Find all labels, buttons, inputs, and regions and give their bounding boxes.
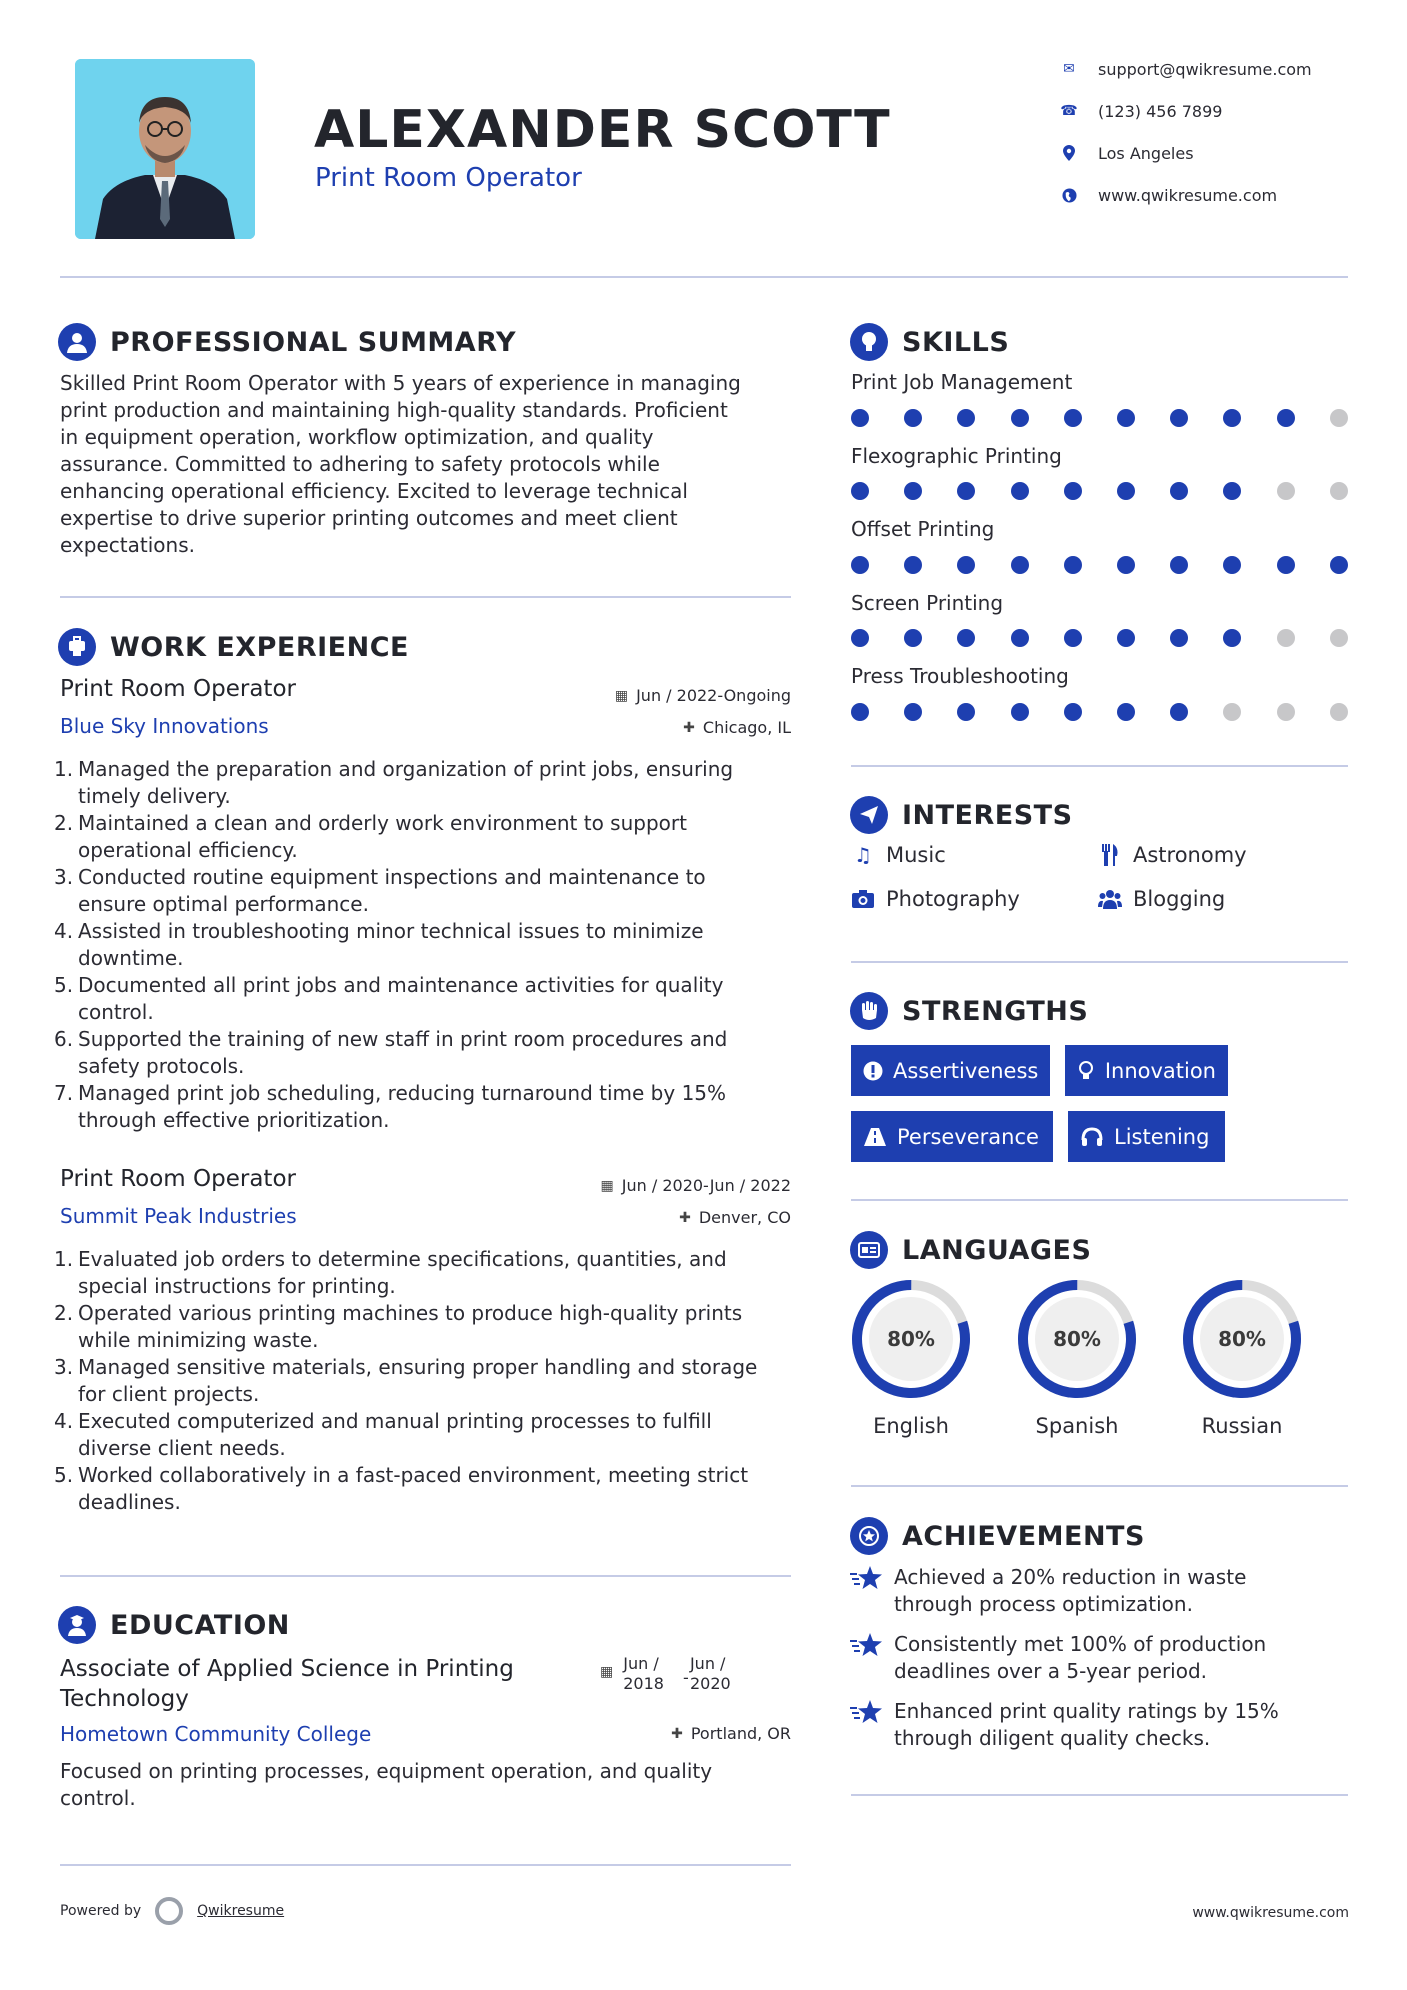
user-icon <box>58 323 96 361</box>
summary-line: enhancing operational efficiency. Excited to leverage technical <box>60 479 688 503</box>
language-ring <box>850 1278 972 1400</box>
list-item: 2. Operated various printing machines to produce high-quality prints while minimizing waste. <box>54 1301 743 1352</box>
degree-name: Associate of Applied Science in Printing Technology <box>60 1656 514 1712</box>
contact-location <box>1050 138 1194 168</box>
skill-dot-filled <box>957 629 975 647</box>
language-name: Russian <box>1201 1414 1283 1438</box>
language-ring <box>1016 1278 1138 1400</box>
education-location: ✚ Portland, OR <box>671 1724 791 1743</box>
interests-title: INTERESTS <box>902 799 1073 831</box>
strength-badge: Innovation <box>1065 1045 1228 1096</box>
language-percent: 80% <box>887 1327 935 1351</box>
job-duties-list <box>54 756 800 1134</box>
skill-dot-filled <box>851 409 869 427</box>
candidate-name: ALEXANDER SCOTT <box>314 100 891 160</box>
list-item: 6. Supported the training of new staff in print room procedures and safety protocols. <box>54 1027 728 1078</box>
pushpin-icon: ✚ <box>679 1209 691 1226</box>
achievements-title: ACHIEVEMENTS <box>902 1520 1145 1552</box>
calendar-icon: ▦ <box>600 1177 614 1194</box>
job-location-text: Chicago, IL <box>702 718 791 737</box>
skills-title: SKILLS <box>902 326 1010 358</box>
qwikresume-logo-icon <box>155 1897 183 1925</box>
graduate-icon <box>58 1606 96 1644</box>
experience-divider <box>60 1575 791 1577</box>
summary-line: expertise to drive superior printing outcomes and meet client <box>60 506 678 530</box>
strength-badge: Perseverance <box>851 1111 1053 1162</box>
skill-dot-empty <box>1330 482 1348 500</box>
strength-badge: Listening <box>1068 1111 1225 1162</box>
interest-item: ♫ Music <box>850 843 946 867</box>
skill-name: Print Job Management <box>851 370 1073 394</box>
job-location <box>560 1208 791 1227</box>
language-percent: 80% <box>1053 1327 1101 1351</box>
skill-dot-filled <box>851 629 869 647</box>
summary-line: in equipment operation, workflow optimization, and quality <box>60 425 654 449</box>
skill-dot-filled <box>1064 703 1082 721</box>
lightbulb-icon <box>1077 1061 1095 1081</box>
skill-dot-empty <box>1277 482 1295 500</box>
list-item: 7. Managed print job scheduling, reducing turnaround time by 15% through effective prioritization. <box>54 1081 727 1132</box>
skills-heading <box>850 323 1009 361</box>
language-gauge <box>1016 1278 1138 1400</box>
skill-dot-filled <box>904 409 922 427</box>
list-item: 2. Maintained a clean and orderly work environment to support operational efficiency. <box>54 811 687 862</box>
skill-dot-filled <box>1117 629 1135 647</box>
summary-line: expectations. <box>60 533 195 557</box>
job-role: Print Room Operator <box>60 1166 296 1192</box>
skill-dot-filled <box>1330 556 1348 574</box>
contact-email-text: support@qwikresume.com <box>1098 59 1312 79</box>
job-location-text: Denver, CO <box>698 1208 791 1227</box>
language-name: Spanish <box>1035 1414 1119 1438</box>
cutlery-icon <box>1097 844 1123 866</box>
summary-line: Skilled Print Room Operator with 5 years of experience in managing <box>60 371 741 395</box>
education-title: EDUCATION <box>110 1609 290 1641</box>
skills-divider <box>851 765 1348 767</box>
language-percent: 80% <box>1218 1327 1266 1351</box>
skill-dot-filled <box>957 556 975 574</box>
profile-photo <box>75 59 255 239</box>
camera-icon <box>850 890 876 908</box>
interests-heading <box>850 796 1073 834</box>
contact-phone[interactable] <box>1050 96 1222 126</box>
lightbulb-icon <box>850 323 888 361</box>
skill-dot-filled <box>1170 482 1188 500</box>
skill-dot-filled <box>1117 409 1135 427</box>
achievement-item: Achieved a 20% reduction in waste through process optimization. <box>850 1564 1246 1618</box>
envelope-icon: ✉ <box>1063 61 1075 77</box>
interests-divider <box>851 961 1348 963</box>
job-dates <box>560 1176 791 1195</box>
education-dates <box>600 1654 765 1694</box>
summary-title: PROFESSIONAL SUMMARY <box>110 326 517 358</box>
list-item: 1. Managed the preparation and organization of print jobs, ensuring timely delivery. <box>54 757 734 808</box>
calendar-icon: ▦ <box>600 1664 614 1680</box>
contact-website[interactable] <box>1050 180 1277 210</box>
education-start: Jun / 2018 <box>623 1654 664 1693</box>
shooting-star-icon <box>850 1698 886 1752</box>
job-company: Summit Peak Industries <box>60 1204 297 1228</box>
skill-dot-filled <box>1170 703 1188 721</box>
list-item: 1. Evaluated job orders to determine specifications, quantities, and special instructions for printing. <box>54 1247 727 1298</box>
summary-line: assurance. Committed to adhering to safety protocols while <box>60 452 660 476</box>
languages-title: LANGUAGES <box>902 1234 1092 1266</box>
header-divider <box>60 276 1348 278</box>
music-note-icon: ♫ <box>854 843 872 867</box>
skill-dot-filled <box>1011 629 1029 647</box>
list-item: 3. Conducted routine equipment inspections and maintenance to ensure optimal performance. <box>54 865 706 916</box>
experience-title: WORK EXPERIENCE <box>110 631 409 663</box>
skill-dot-filled <box>851 482 869 500</box>
exclamation-circle-icon <box>863 1061 883 1081</box>
skill-dot-filled <box>1170 629 1188 647</box>
skill-dot-filled <box>904 703 922 721</box>
skill-dot-filled <box>1064 556 1082 574</box>
skill-name: Press Troubleshooting <box>851 664 1069 688</box>
skill-dot-filled <box>851 703 869 721</box>
fist-icon <box>850 992 888 1030</box>
shooting-star-icon <box>850 1631 886 1685</box>
skill-dot-filled <box>1223 409 1241 427</box>
interest-item: Photography <box>850 887 1020 911</box>
achievements-heading <box>850 1517 1145 1555</box>
skill-dot-empty <box>1277 629 1295 647</box>
skill-dot-filled <box>1011 556 1029 574</box>
list-item: 4. Executed computerized and manual printing processes to fulfill diverse client needs. <box>54 1409 712 1460</box>
strengths-title: STRENGTHS <box>902 995 1089 1027</box>
job-dates-text: Jun / 2022-Ongoing <box>636 686 791 705</box>
globe-icon <box>1050 188 1088 203</box>
skill-dot-filled <box>1064 629 1082 647</box>
contact-email[interactable] <box>1050 54 1312 84</box>
footer-powered-by: Powered by Qwikresume <box>60 1897 284 1925</box>
summary-line: print production and maintaining high-quality standards. Proficient <box>60 398 728 422</box>
summary-divider <box>60 596 791 598</box>
skill-dot-filled <box>957 409 975 427</box>
phone-icon: ☎ <box>1060 103 1078 119</box>
candidate-title: Print Room Operator <box>315 163 582 193</box>
interest-item: Blogging <box>1097 887 1225 911</box>
language-gauge <box>850 1278 972 1400</box>
languages-heading <box>850 1231 1091 1269</box>
summary-text <box>60 370 800 559</box>
skill-dot-filled <box>1064 482 1082 500</box>
skill-dot-filled <box>1277 556 1295 574</box>
skill-dot-filled <box>1223 482 1241 500</box>
job-role: Print Room Operator <box>60 676 296 702</box>
summary-heading <box>58 323 516 361</box>
achievements-divider <box>851 1794 1348 1796</box>
paper-plane-icon <box>850 796 888 834</box>
skill-dot-filled <box>1223 629 1241 647</box>
job-dates-text: Jun / 2020-Jun / 2022 <box>621 1176 791 1195</box>
location-pin-icon <box>1050 145 1088 161</box>
skill-dot-filled <box>1011 703 1029 721</box>
languages-divider <box>851 1485 1348 1487</box>
users-icon <box>1097 889 1123 909</box>
skill-dot-empty <box>1330 629 1348 647</box>
skill-name: Offset Printing <box>851 517 995 541</box>
skill-dot-filled <box>957 703 975 721</box>
skill-dot-empty <box>1223 703 1241 721</box>
job-location <box>560 718 791 737</box>
skill-dot-empty <box>1277 703 1295 721</box>
pushpin-icon: ✚ <box>683 719 695 736</box>
list-item: 5. Worked collaboratively in a fast-paced environment, meeting strict deadlines. <box>54 1463 749 1514</box>
list-item: 4. Assisted in troubleshooting minor technical issues to minimize downtime. <box>54 919 704 970</box>
school-name: Hometown Community College <box>60 1722 372 1746</box>
headphones-icon <box>1080 1127 1104 1147</box>
contact-location-text: Los Angeles <box>1098 143 1194 163</box>
job-duties-list <box>54 1246 800 1516</box>
skill-dot-filled <box>1117 556 1135 574</box>
language-ring <box>1181 1278 1303 1400</box>
skill-dot-filled <box>1277 409 1295 427</box>
star-badge-icon <box>850 1517 888 1555</box>
skill-dot-filled <box>904 629 922 647</box>
skill-dot-filled <box>957 482 975 500</box>
interest-item: Astronomy <box>1097 843 1247 867</box>
skill-name: Flexographic Printing <box>851 444 1062 468</box>
skill-dot-empty <box>1330 409 1348 427</box>
skill-dot-empty <box>1330 703 1348 721</box>
skill-dot-filled <box>1223 556 1241 574</box>
strengths-heading <box>850 992 1088 1030</box>
skill-dot-filled <box>1117 703 1135 721</box>
skill-dot-filled <box>1064 409 1082 427</box>
achievement-item: Enhanced print quality ratings by 15% through diligent quality checks. <box>850 1698 1279 1752</box>
contact-website-text: www.qwikresume.com <box>1098 185 1278 205</box>
education-end: - Jun / 2020 <box>682 1654 731 1693</box>
skill-dot-filled <box>1117 482 1135 500</box>
experience-heading <box>58 628 409 666</box>
calendar-icon: ▦ <box>614 687 629 704</box>
skill-dot-filled <box>904 482 922 500</box>
language-gauge <box>1181 1278 1303 1400</box>
skill-dot-filled <box>1170 409 1188 427</box>
road-icon <box>863 1128 887 1146</box>
strength-badge: Assertiveness <box>851 1045 1050 1096</box>
education-heading <box>58 1606 290 1644</box>
footer-brand-link[interactable]: Qwikresume <box>197 1903 285 1919</box>
skill-dot-filled <box>904 556 922 574</box>
achievement-item: Consistently met 100% of production deadlines over a 5-year period. <box>850 1631 1266 1685</box>
pushpin-icon: ✚ <box>671 1725 683 1742</box>
skill-dot-filled <box>851 556 869 574</box>
language-name: English <box>873 1414 949 1438</box>
footer-website-link[interactable]: www.qwikresume.com <box>1192 1905 1349 1921</box>
job-dates <box>560 686 791 705</box>
education-description: Focused on printing processes, equipment operation, and quality control. <box>60 1759 713 1810</box>
list-item: 3. Managed sensitive materials, ensuring proper handling and storage for client projects. <box>54 1355 758 1406</box>
briefcase-icon <box>58 628 96 666</box>
person-portrait-image <box>75 59 255 239</box>
list-item: 5. Documented all print jobs and maintenance activities for quality control. <box>54 973 724 1024</box>
education-divider <box>60 1864 791 1866</box>
skill-dot-filled <box>1170 556 1188 574</box>
job-company: Blue Sky Innovations <box>60 714 269 738</box>
shooting-star-icon <box>850 1564 886 1618</box>
contact-phone-text: (123) 456 7899 <box>1098 101 1223 121</box>
strengths-divider <box>851 1199 1348 1201</box>
skill-name: Screen Printing <box>851 591 1004 615</box>
skill-dot-filled <box>1011 482 1029 500</box>
language-card-icon <box>850 1231 888 1269</box>
skill-dot-filled <box>1011 409 1029 427</box>
